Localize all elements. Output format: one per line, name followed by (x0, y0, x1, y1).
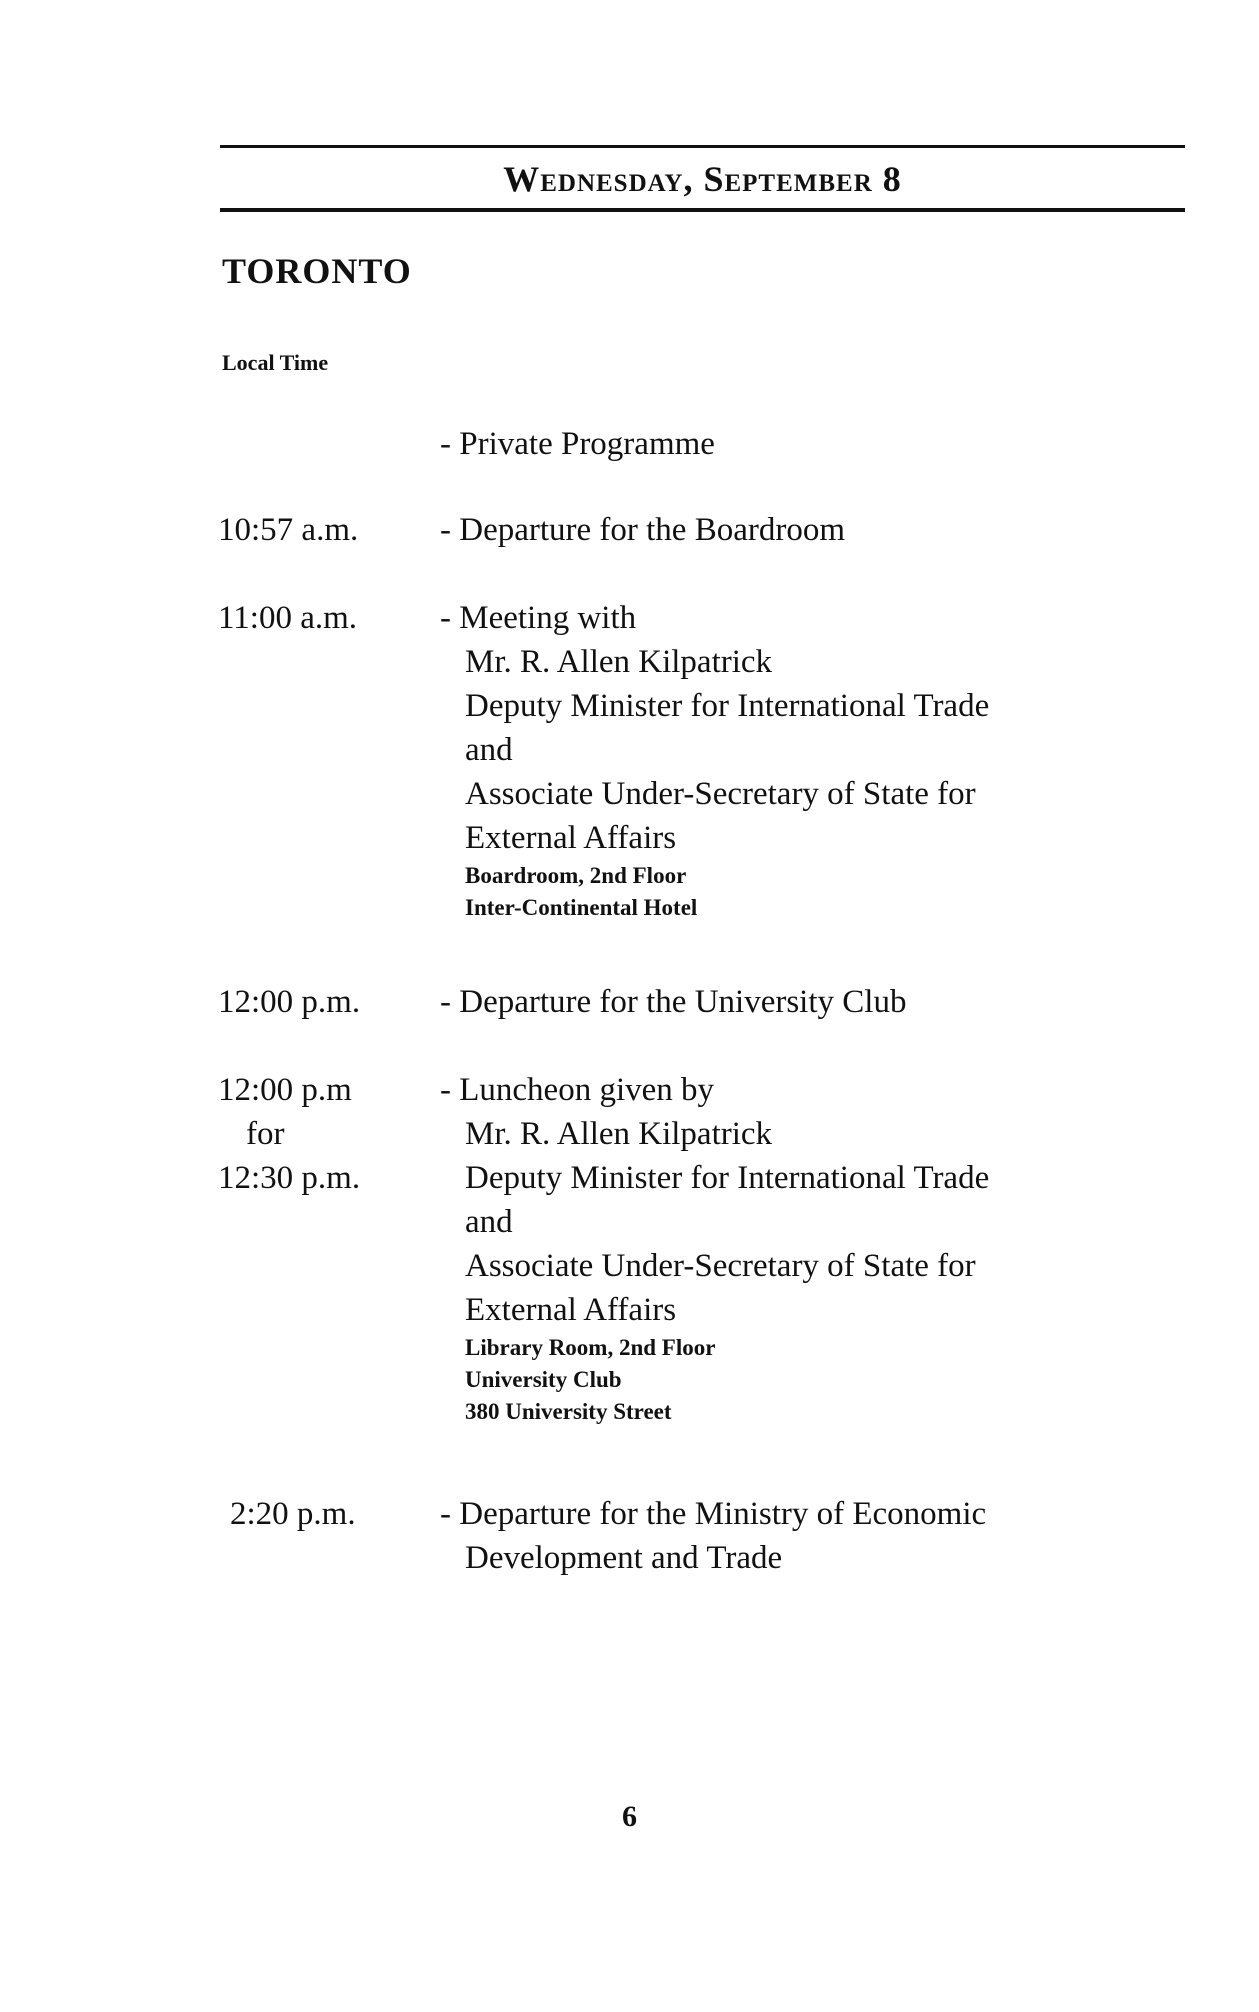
entry-description (440, 508, 1200, 552)
location-line: Boardroom, 2nd Floor (465, 863, 687, 888)
header-bottom-rule (220, 208, 1185, 212)
description-line: External Affairs (465, 1292, 677, 1328)
city-heading: TORONTO (222, 251, 412, 291)
header-top-rule (220, 145, 1185, 148)
location-line: Inter-Continental Hotel (465, 895, 698, 920)
time-line: 12:00 p.m. (218, 984, 361, 1020)
time-line: 2:20 p.m. (230, 1496, 356, 1532)
description-line: Associate Under-Secretary of State for (465, 1248, 976, 1284)
description-line: - Meeting with (440, 600, 637, 636)
description-line: Deputy Minister for International Trade (465, 1160, 990, 1196)
description-line: Associate Under-Secretary of State for (465, 776, 976, 812)
location-line: 380 University Street (465, 1399, 672, 1424)
location-line: Library Room, 2nd Floor (465, 1335, 716, 1360)
description-line: - Departure for the Boardroom (440, 512, 846, 548)
description-line: and (465, 732, 513, 768)
time-line: 11:00 a.m. (218, 600, 358, 636)
description-line: Mr. R. Allen Kilpatrick (465, 1116, 773, 1152)
entry-description (440, 1068, 1200, 1428)
description-line: Mr. R. Allen Kilpatrick (465, 644, 773, 680)
description-line: and (465, 1204, 513, 1240)
page-number: 6 (622, 1800, 637, 1833)
description-line: - Private Programme (440, 426, 715, 462)
time-line: 10:57 a.m. (218, 512, 359, 548)
description-line: - Luncheon given by (440, 1072, 715, 1108)
description-line: - Departure for the University Club (440, 984, 907, 1020)
entry-time (218, 508, 433, 552)
description-line: - Departure for the Ministry of Economic (440, 1496, 987, 1532)
time-line: 12:00 p.m (218, 1072, 352, 1108)
entry-time (218, 596, 433, 640)
entry-description (440, 596, 1200, 924)
description-line: Deputy Minister for International Trade (465, 688, 990, 724)
entry-description (440, 980, 1200, 1024)
description-line: Development and Trade (465, 1540, 783, 1576)
time-line: for (246, 1116, 285, 1152)
description-line: External Affairs (465, 820, 677, 856)
time-line: 12:30 p.m. (218, 1160, 361, 1196)
entry-time (230, 1492, 445, 1536)
location-line: University Club (465, 1367, 622, 1392)
entry-description (440, 422, 1200, 466)
entry-time (218, 980, 433, 1024)
entry-description (440, 1492, 1200, 1580)
local-time-label: Local Time (222, 350, 329, 375)
day-heading: Wednesday, September 8 (503, 159, 902, 199)
entry-time (218, 1068, 433, 1200)
